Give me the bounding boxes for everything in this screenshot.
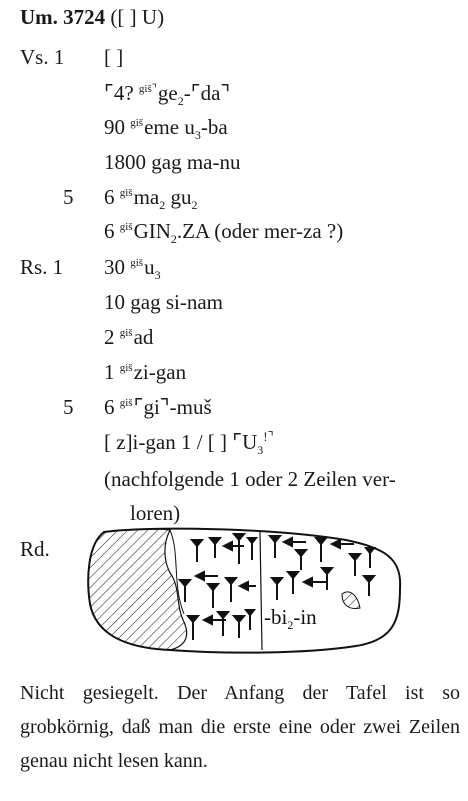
line-11: 6 $^{giš}$⌜gi⌝-muš bbox=[104, 395, 212, 419]
line-number-5-reverse: 5 bbox=[63, 395, 74, 419]
tablet-inscription-label: $-bi_2-in$ bbox=[264, 605, 317, 632]
line-2: ⌜4? $^{giš⌝}ge_2-⌜da⌝$ bbox=[104, 81, 231, 108]
note-paragraph: Nicht gesiegelt. Der Anfang der Tafel ist so grobkörnig, daß man die erste eine oder zwei Zeilen genau nicht lesen kann. bbox=[20, 682, 460, 772]
header-line bbox=[20, 4, 164, 30]
line-4: 1800 gag ma-nu bbox=[104, 150, 241, 174]
tablet-id: Um. 3724 bbox=[20, 5, 106, 29]
line-9: 2 $^{giš}$ad bbox=[104, 325, 154, 349]
section-label-obverse: Vs. 1 bbox=[20, 45, 65, 69]
line-10: 1 $^{giš}$zi-gan bbox=[104, 360, 187, 384]
tablet-edge-drawing bbox=[84, 524, 410, 658]
section-label-reverse: Rs. 1 bbox=[20, 255, 64, 279]
line-12: [ z]i-gan 1 / [ ] $⌜U_3^{!⌝}$ bbox=[104, 429, 274, 457]
line-3: 90 $^{giš}$eme $u_3-ba$ bbox=[104, 115, 228, 142]
line-1: [ ] bbox=[104, 45, 124, 69]
line-8: 10 gag si-nam bbox=[104, 290, 223, 314]
line-number-5-obverse: 5 bbox=[63, 185, 74, 209]
line-6: 6 $^{giš}GIN_2.ZA$ (oder mer-za ?) bbox=[104, 219, 344, 246]
line-14: loren) bbox=[130, 501, 181, 525]
section-label-edge: Rd. bbox=[20, 537, 50, 561]
line-13: (nachfolgende 1 oder 2 Zeilen ver- bbox=[104, 467, 396, 491]
line-5: 6 $^{giš}ma_2$ $gu_2$ bbox=[104, 185, 198, 212]
line-7: 30 $^{giš}u_3$ bbox=[104, 255, 161, 282]
tablet-bracket: ([ ] U) bbox=[110, 5, 165, 29]
